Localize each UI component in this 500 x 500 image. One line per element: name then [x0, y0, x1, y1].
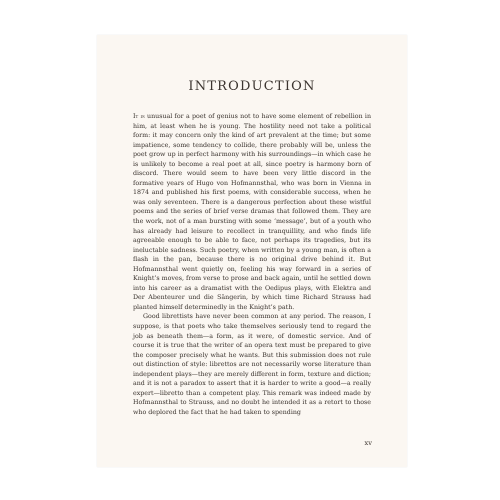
page-number: xv	[364, 439, 372, 447]
book-page	[97, 35, 407, 467]
paragraph-text: Good librettists have never been common at any period. The reason, I suppose, is that poets who take themselves seriously tend to regard the job as beneath them—a form, as it were, of domestic service. And of course it is true that the writer of an opera text must be prepared to give the composer precisely what he wants. But this submission does not rule out distinction of style: librettos are not necessarily worse literature than independent plays—they are merely different in form, texture and diction; and it is not a paradox to assert that it is harder to write a good—a really expert—libretto than a competent play. This remark was indeed made by Hofmannsthal to Strauss, and no doubt he intended it as a retort to those who deplored the fact that he had taken to spending	[133, 313, 371, 416]
paragraph-lead: It is	[133, 113, 145, 120]
paragraph-1	[133, 112, 371, 312]
paragraph-2	[133, 312, 371, 417]
paragraph-text: unusual for a poet of genius not to have some element of rebellion in him, at least when he is young. The hostility need not take a political form: it may concern only the kind of art prevalent at the time; but some impatience, some tendency to collide, there probably will be, unless the poet grow up in perfect harmony with his surroundings—in which case he is unlikely to become a real poet at all, since poetry is harmony born of discord. There would seem to have been very little discord in the formative years of Hugo von Hofmannsthal, who was born in Vienna in 1874 and published his first poems, with considerable success, when he was only seventeen. There is a dangerous perfection about these wistful poems and the series of brief verse dramas that followed them. They are the work, not of a man bursting with some ‘message’, but of a youth who has already had leisure to recollect in tranquillity, and who finds life agreeable enough to be able to face, not perhaps its tragedies, but its ineluctable sadness. Such poetry, when written by a young man, is often a flash in the pan, because there is no original drive behind it. But Hofmannsthal went quietly on, feeling his way forward in a series of Knight’s moves, from verse to prose and back again, until he settled down into his career as a dramatist with the Oedipus plays, with Elektra and Der Abenteurer und die Sängerin, by which time Richard Strauss had planted himself determinedly in the Knight’s path.	[133, 113, 371, 311]
page-title: INTRODUCTION	[188, 79, 316, 94]
body-text	[133, 112, 371, 418]
